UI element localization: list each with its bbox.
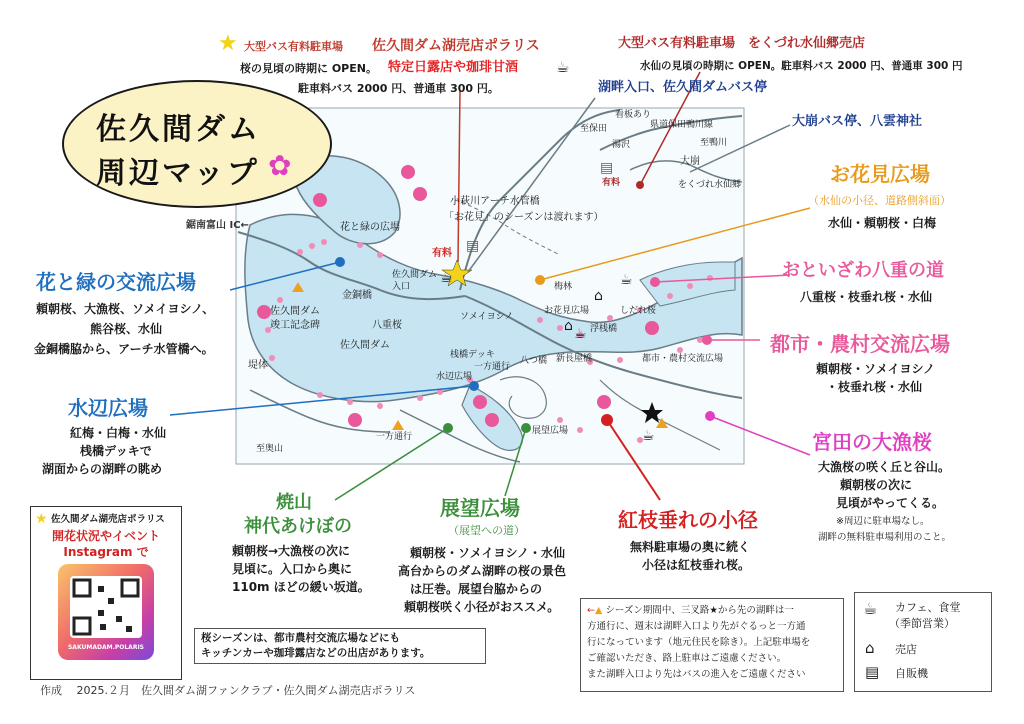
map-label-shinnagaya: 新長屋橋 xyxy=(556,354,593,364)
map-label-tenbou: 展望広場 xyxy=(532,426,569,436)
miyata-note2: 湖畔の無料駐車場利用のこと。 xyxy=(818,532,952,543)
benishidare-title: 紅枝垂れの小径 xyxy=(618,508,758,532)
legend-box xyxy=(854,592,992,692)
map-label-ken-road: 県道保田鴨川線 xyxy=(650,120,714,130)
map-label-ippotsuko: 一方通行 xyxy=(376,432,413,442)
map-label-teibou: 堤体 xyxy=(248,360,268,371)
map-label-toshi: 都市・農村交流広場 xyxy=(642,354,724,364)
qr-label: SAKUMADAM.POLARIS xyxy=(67,644,144,651)
traffic-note-line5: また湖畔入口より先はバスの進入をご遠慮ください xyxy=(587,669,806,680)
map-label-bridge-1: 小萩川アーチ水管橋 xyxy=(450,196,540,207)
ohanami-subtitle: （水仙の小径、道路側斜面） xyxy=(808,194,951,207)
toshi-flowers-2: ・枝垂れ桜・水仙 xyxy=(826,380,923,394)
map-label-ohanami: お花見広場 xyxy=(544,306,590,316)
hanamidori-title: 花と緑の交流広場 xyxy=(36,270,196,294)
ohanami-flowers: 水仙・頼朝桜・白梅 xyxy=(828,216,937,230)
legend-cafe-label: カフェ、食堂 xyxy=(895,601,961,614)
benishidare-line2: 小径は紅枝垂れ桜。 xyxy=(642,558,751,572)
tenbou-line4: 頼朝桜咲く小径がおススメ。 xyxy=(404,600,560,614)
traffic-note-box xyxy=(580,598,844,692)
bus-stop-dam: 湖畔入口、佐久間ダムバス停 xyxy=(598,80,768,95)
map-label-ippotsuko-2: 一方通行 xyxy=(474,362,511,372)
cafe-icon-map-3: ☕ xyxy=(574,326,587,342)
map-label-okuzure: 大崩 xyxy=(680,156,700,167)
polaris-open-text: 桜の見頃の時期に OPEN。 xyxy=(240,62,377,75)
suisen-shop-title: 大型バス有料駐車場 をくづれ水仙郷売店 xyxy=(618,36,866,51)
shop-icon-map-1: ⌂ xyxy=(594,288,603,304)
instagram-line2: 開花状況やイベント xyxy=(51,529,160,543)
map-label-bridge-2: 「お花見」のシーズンは渡れます） xyxy=(444,212,604,223)
tenbou-line1: 頼朝桜・ソメイヨシノ・水仙 xyxy=(410,546,566,560)
ohanami-title: お花見広場 xyxy=(830,162,930,186)
map-label-ic: 鋸南富山 IC← xyxy=(186,220,249,231)
mizube-line3: 湖面からの湖畔の眺め xyxy=(42,462,163,476)
map-label-ukibashi: 浮桟橋 xyxy=(590,324,618,334)
cafe-icon: ☕ xyxy=(556,58,570,76)
map-label-yuzawa: 湯沢 xyxy=(612,140,631,150)
instagram-shop-name: 佐久間ダム湖売店ポラリス xyxy=(51,514,165,525)
miyata-line2: 頼朝桜の次に xyxy=(840,478,913,492)
yakiyama-title-1: 焼山 xyxy=(276,492,312,513)
benishidare-line1: 無料駐車場の奥に続く xyxy=(630,540,751,554)
cafe-icon-map-1: ☕ xyxy=(440,270,453,286)
map-label-yaezakura: 八重桜 xyxy=(372,320,402,331)
instagram-qr-code[interactable] xyxy=(58,564,154,660)
mizube-line1: 紅梅・白梅・水仙 xyxy=(70,426,167,440)
legend-shop-icon: ⌂ xyxy=(865,639,875,657)
traffic-note-line2: 方通行に、週末は湖畔入口より先がぐるっと一方通 xyxy=(587,621,806,632)
miyata-title: 宮田の大漁桜 xyxy=(812,430,932,454)
toshi-flowers-1: 頼朝桜・ソメイヨシノ xyxy=(816,362,936,376)
sakura-icon: ✿ xyxy=(268,149,292,182)
map-label-dam-entrance-2: 入口 xyxy=(392,282,411,292)
qr-pattern xyxy=(70,576,142,638)
legend-cafe-icon: ☕ xyxy=(863,599,878,618)
miyata-note1: ※周辺に駐車場なし。 xyxy=(836,516,930,527)
map-label-sakumadam: 佐久間ダム xyxy=(340,340,390,351)
star-icon-small: ★ xyxy=(35,511,48,527)
map-label-monument-2: 竣工記念碑 xyxy=(270,320,320,331)
map-label-yuryo: 有料 xyxy=(602,178,621,188)
otoizawa-title: おといざわ八重の道 xyxy=(782,260,944,281)
tenbou-line3: は圧巻。展望台脇からの xyxy=(410,582,543,596)
kitchen-note-line2: キッチンカーや珈琲露店などの出店があります。 xyxy=(201,647,431,659)
hanamidori-line2: 熊谷桜、水仙 xyxy=(90,322,163,336)
miyata-line3: 見頃がやってくる。 xyxy=(836,496,945,510)
tenbou-title: 展望広場 xyxy=(440,496,520,520)
vending-icon-map-2: ▤ xyxy=(600,160,614,176)
cafe-icon-map-2: ☕ xyxy=(620,272,633,288)
legend-shop-label: 売店 xyxy=(895,643,917,656)
instagram-line3: Instagram で xyxy=(63,545,149,559)
traffic-note-line4: ご確認いただき、路上駐車はご遠慮ください。 xyxy=(587,653,787,664)
map-label-dam-entrance-1: 佐久間ダム xyxy=(392,270,438,280)
hanamidori-line1: 頼朝桜、大漁桜、ソメイヨシノ、 xyxy=(36,302,215,316)
map-label-yuryo-2: 有料 xyxy=(432,248,452,259)
yakiyama-title-2: 神代あけぼの xyxy=(244,516,352,537)
map-label-hanamidori: 花と緑の広場 xyxy=(340,222,400,233)
polaris-event-text: 特定日露店や珈琲甘酒 xyxy=(388,60,519,75)
bus-stop-okuzure: 大崩バス停、八雲神社 xyxy=(792,114,923,129)
polaris-fee-text: 駐車料バス 2000 円、普通車 300 円。 xyxy=(298,82,499,95)
tenbou-subtitle: （展望への道） xyxy=(448,524,525,537)
yakiyama-line1: 頼朝桜→大漁桜の次に xyxy=(232,544,351,558)
map-label-yattsu: 八つ橋 xyxy=(520,356,548,366)
toshi-title: 都市・農村交流広場 xyxy=(770,332,950,356)
legend-cafe-sub: （季節営業） xyxy=(889,617,955,630)
otoizawa-flowers: 八重桜・枝垂れ桜・水仙 xyxy=(800,290,933,304)
map-label-ume: 梅林 xyxy=(554,282,573,292)
yakiyama-line2: 見頃に。入口から奥に xyxy=(232,562,353,576)
vending-icon-map: ▤ xyxy=(466,238,480,254)
legend-vending-label: 自販機 xyxy=(895,667,928,680)
map-label-mizube: 水辺広場 xyxy=(436,372,473,382)
star-icon: ★ xyxy=(218,31,238,56)
map-label-monument-1: 佐久間ダム xyxy=(270,306,320,317)
map-label-sanbashi: 桟橋デッキ xyxy=(450,350,495,360)
map-label-kanbanari: 看板あり xyxy=(615,110,652,120)
polaris-name: 佐久間ダム湖売店ポラリス xyxy=(372,38,540,54)
mizube-line2: 桟橋デッキで xyxy=(80,444,152,458)
map-label-okuzure-suisen: をくづれ水仙郷 xyxy=(678,180,742,190)
credit-text: 作成 2025.２月 佐久間ダム湖ファンクラブ・佐久間ダム湖売店ポラリス xyxy=(40,684,416,697)
yakiyama-line3: 110m ほどの緩い坂道。 xyxy=(232,580,370,594)
legend-vending-icon: ▤ xyxy=(865,663,880,681)
cafe-icon-map-4: ☕ xyxy=(642,428,655,444)
shop-icon-map-2: ⌂ xyxy=(564,318,573,334)
kitchen-note-box xyxy=(194,628,486,664)
polaris-parking-label: 大型バス有料駐車場 xyxy=(244,40,343,53)
miyata-line1: 大漁桜の咲く丘と谷山。 xyxy=(818,460,951,474)
map-label-shiokuyama: 至奥山 xyxy=(256,444,284,454)
kitchen-note-line1: 桜シーズンは、都市農村交流広場などにも xyxy=(201,632,400,644)
mizube-title: 水辺広場 xyxy=(68,396,148,420)
map-label-shidare: しだれ桜 xyxy=(620,306,657,316)
tenbou-line2: 高台からのダム湖畔の桜の景色 xyxy=(398,564,567,578)
hanamidori-line3: 金銅橋脇から、アーチ水管橋へ。 xyxy=(34,342,214,356)
map-label-someiyoshino: ソメイヨシノ xyxy=(460,312,514,322)
qr-icon xyxy=(70,576,142,638)
map-label-kindo: 金銅橋 xyxy=(342,290,372,301)
map-label-itaru-kamogawa: 至鴨川 xyxy=(700,138,728,148)
page-title-line2: 周辺マップ xyxy=(96,156,260,191)
page-title-line1: 佐久間ダム xyxy=(96,112,261,147)
map-label-ihoda: 至保田 xyxy=(580,124,608,134)
traffic-note-line3: 行になっています（地元住民を除き）。上記駐車場を xyxy=(587,637,811,648)
suisen-shop-info: 水仙の見頃の時期に OPEN。駐車料バス 2000 円、普通車 300 円 xyxy=(640,60,963,72)
traffic-note-line1: ←▲ シーズン期間中、三叉路★から先の湖畔は一 xyxy=(587,605,794,616)
